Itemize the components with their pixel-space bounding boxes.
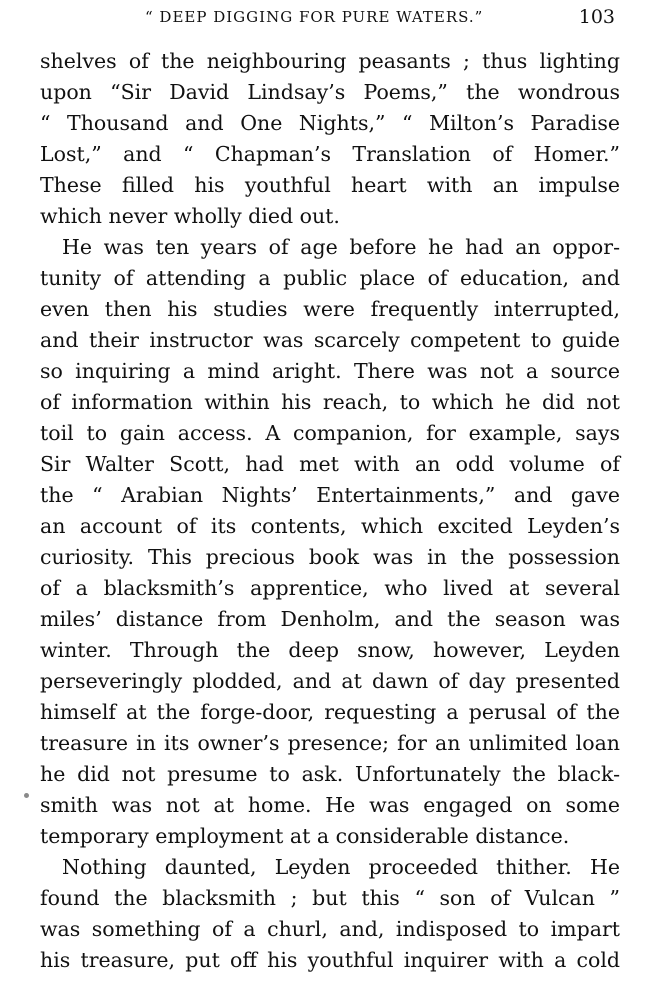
text-line: temporary employment at a considerable distance. <box>40 824 570 848</box>
text-line: perseveringly plodded, and at dawn of day presented <box>40 669 620 693</box>
text-line: he did not presume to ask. Unfortunately the black- <box>40 762 620 786</box>
margin-speck <box>24 793 29 798</box>
text-line: so inquiring a mind aright. There was not a source <box>40 359 620 383</box>
text-line: Lost,” and “ Chapman’s Translation of Homer.” <box>40 142 620 166</box>
body-text <box>40 46 620 976</box>
text-line: winter. Through the deep snow, however, Leyden <box>40 638 620 662</box>
text-line: of a blacksmith’s apprentice, who lived at several <box>40 576 620 600</box>
text-line: found the blacksmith ; but this “ son of Vulcan ” <box>40 886 620 910</box>
text-line: was something of a churl, and, indisposed to impart <box>40 917 620 941</box>
text-line: miles’ distance from Denholm, and the season was <box>40 607 620 631</box>
text-line: which never wholly died out. <box>40 204 340 228</box>
text-line: curiosity. This precious book was in the possession <box>40 545 620 569</box>
text-line: These filled his youthful heart with an impulse <box>40 173 620 197</box>
text-line: He was ten years of age before he had an oppor- <box>62 235 620 259</box>
text-line: Nothing daunted, Leyden proceeded thither. He <box>62 855 620 879</box>
text-line: Sir Walter Scott, had met with an odd volume of <box>40 452 620 476</box>
text-line: shelves of the neighbouring peasants ; thus lighting <box>40 49 620 73</box>
text-line: and their instructor was scarcely competent to guide <box>40 328 620 352</box>
text-line: his treasure, put off his youthful inquirer with a cold <box>40 948 620 972</box>
text-line: treasure in its owner’s presence; for an unlimited loan <box>40 731 620 755</box>
running-title: “ DEEP DIGGING FOR PURE WATERS.” <box>145 8 484 26</box>
running-head <box>145 6 615 32</box>
text-line: of information within his reach, to which he did not <box>40 390 620 414</box>
text-line: even then his studies were frequently interrupted, <box>40 297 620 321</box>
page-number: 103 <box>578 6 615 28</box>
text-line: tunity of attending a public place of education, and <box>40 266 620 290</box>
text-line: an account of its contents, which excited Leyden’s <box>40 514 620 538</box>
text-line: toil to gain access. A companion, for example, says <box>40 421 620 445</box>
text-line: smith was not at home. He was engaged on some <box>40 793 620 817</box>
text-line: “ Thousand and One Nights,” “ Milton’s Paradise <box>40 111 620 135</box>
text-line: himself at the forge-door, requesting a perusal of the <box>40 700 620 724</box>
text-line: upon “Sir David Lindsay’s Poems,” the wondrous <box>40 80 620 104</box>
text-line: the “ Arabian Nights’ Entertainments,” and gave <box>40 483 620 507</box>
